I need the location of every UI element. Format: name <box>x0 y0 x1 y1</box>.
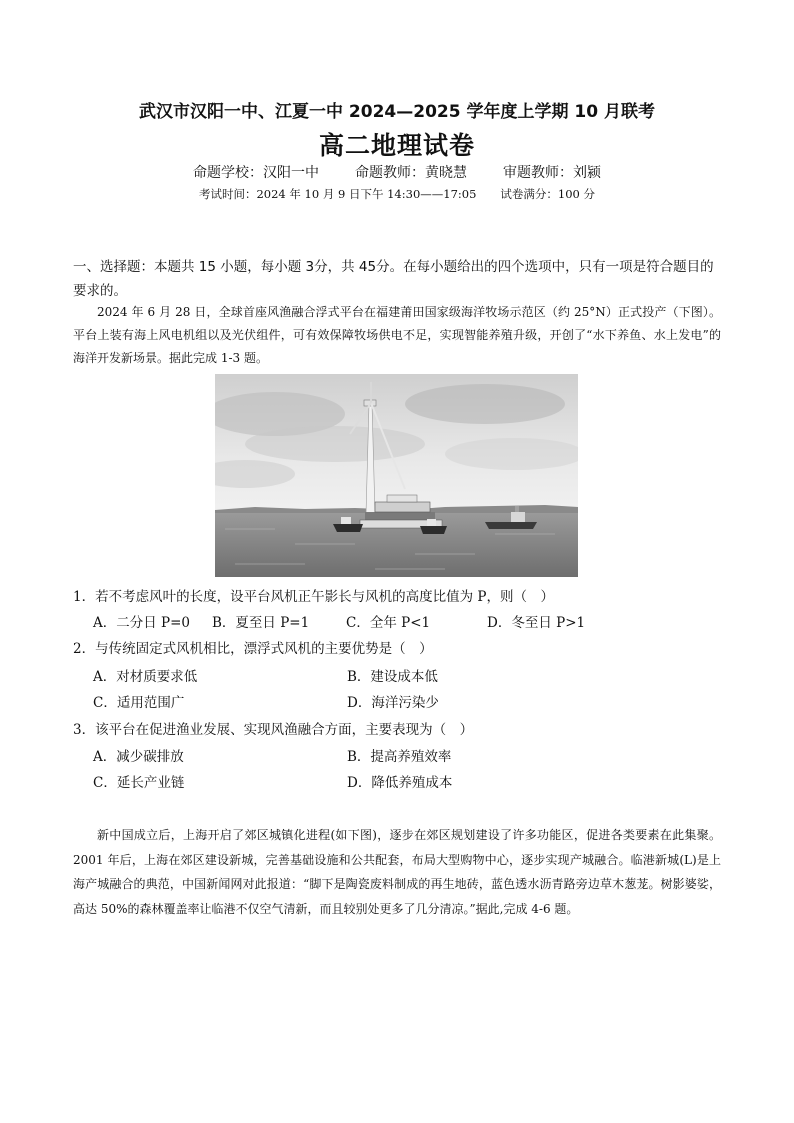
teacher-label: 命题教师：黄晓慧 <box>355 165 467 181</box>
question-3-option-a: A．减少碳排放 <box>93 749 184 765</box>
credits-line <box>0 162 794 182</box>
school-label: 命题学校：汉阳一中 <box>193 165 319 181</box>
question-3-stem: 3．该平台在促进渔业发展、实现风渔融合方面，主要表现为（ ） <box>73 722 474 738</box>
question-1-option-b: B．夏至日 P=1 <box>212 615 310 631</box>
question-3-option-c: C．延长产业链 <box>93 775 185 791</box>
offshore-wind-platform-photo <box>215 374 578 577</box>
question-2-option-c: C．适用范围广 <box>93 695 185 711</box>
question-1-option-c: C．全年 P<1 <box>346 615 431 631</box>
exam-title: 武汉市汉阳一中、江夏一中 2024—2025 学年度上学期 10 月联考 <box>139 102 655 122</box>
full-score: 试卷满分：100 分 <box>500 187 596 201</box>
question-2-option-b: B．建设成本低 <box>347 669 438 685</box>
exam-time: 考试时间：2024 年 10 月 9 日下午 14:30——17:05 <box>198 187 477 201</box>
paper-subject-title: 高二地理试卷 <box>318 131 475 160</box>
question-2-stem: 2．与传统固定式风机相比，漂浮式风机的主要优势是（ ） <box>73 641 433 657</box>
passage-1: 2024 年 6 月 28 日，全球首座风渔融合浮式平台在福建莆田国家级海洋牧场示范区（约 25°N）正式投产（下图）。平台上装有海上风电机组以及光伏组件，可有效保障牧场供电不足，实现智能养殖升级，开创了“水下养鱼、水上发电”的海洋开发新场景。据此完成 1-3 题。 <box>73 305 721 365</box>
section-heading: 一、选择题：本题共 15 小题，每小题 3分，共 45分。在每小题给出的四个选项中，只有一项是符合题目的要求的。 <box>73 259 714 299</box>
reviewer-label: 审题教师：刘颍 <box>503 165 601 181</box>
question-1-stem: 1．若不考虑风叶的长度，设平台风机正午影长与风机的高度比值为 P，则（ ） <box>73 589 554 605</box>
passage-2: 新中国成立后，上海开启了郊区城镇化进程(如下图)，逐步在郊区规划建设了许多功能区，促进各类要素在此集聚。2001 年后，上海在郊区建设新城，完善基础设施和公共配套，布局大型购物中心，逐步实现产城融合。临港新城(L)是上海产城融合的典范，中国新闻网对此报道：“脚下是陶瓷废料制成的再生地砖，蓝色透水沥青路旁边草木葱茏。树影婆娑，高达 50%的森林覆盖率让临港不仅空气清新，而且较别处更多了几分清凉。”据此,完成 4-6 题。 <box>73 828 721 916</box>
question-3-option-d: D．降低养殖成本 <box>347 775 453 791</box>
exam-info-line <box>0 186 794 202</box>
question-1-option-a: A．二分日 P=0 <box>93 615 191 631</box>
question-2-option-d: D．海洋污染少 <box>347 695 439 711</box>
question-2-option-a: A．对材质要求低 <box>93 669 198 685</box>
question-3-option-b: B．提高养殖效率 <box>347 749 452 765</box>
question-1-option-d: D．冬至日 P>1 <box>487 615 586 631</box>
